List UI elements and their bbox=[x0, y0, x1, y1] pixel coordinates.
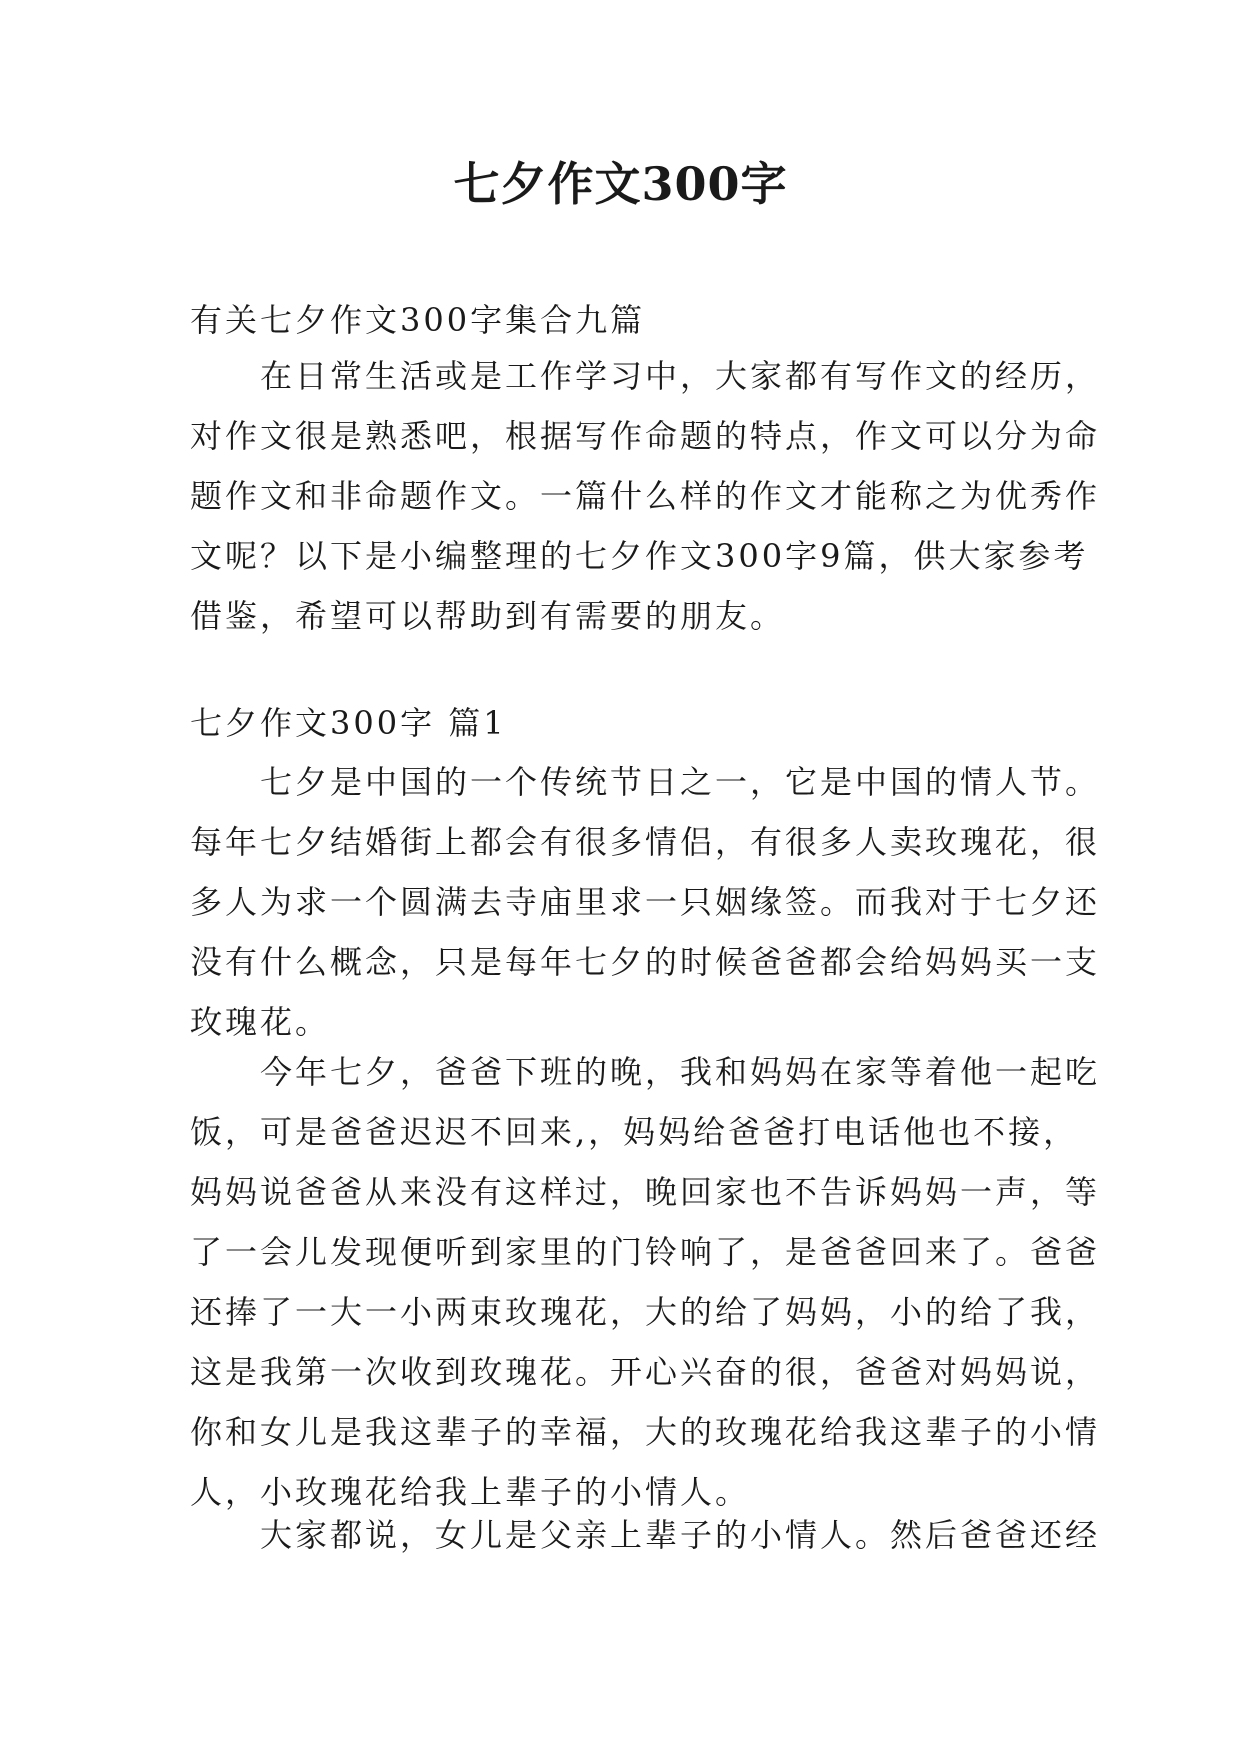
intro-line: 题作文和非命题作文。一篇什么样的作文才能称之为优秀作 bbox=[190, 477, 1101, 515]
paragraph-line: 还捧了一大一小两束玫瑰花，大的给了妈妈，小的给了我， bbox=[190, 1293, 1101, 1331]
essay-paragraph-2 bbox=[190, 1042, 1101, 1522]
paragraph-line: 妈妈说爸爸从来没有这样过，晚回家也不告诉妈妈一声，等 bbox=[190, 1173, 1101, 1211]
paragraph-line: 玫瑰花。 bbox=[190, 1003, 331, 1041]
subtitle-line: 有关七夕作文300字集合九篇 bbox=[190, 301, 646, 339]
paragraph-line: 没有什么概念，只是每年七夕的时候爸爸都会给妈妈买一支 bbox=[190, 943, 1101, 981]
paragraph-line: 你和女儿是我这辈子的幸福，大的玫瑰花给我这辈子的小情 bbox=[190, 1413, 1101, 1451]
intro-line: 在日常生活或是工作学习中，大家都有写作文的经历， bbox=[190, 357, 1101, 395]
paragraph-line: 了一会儿发现便听到家里的门铃响了，是爸爸回来了。爸爸 bbox=[190, 1233, 1101, 1271]
paragraph-line: 人，小玫瑰花给我上辈子的小情人。 bbox=[190, 1473, 751, 1511]
section-heading bbox=[190, 693, 1070, 753]
intro-line: 文呢？以下是小编整理的七夕作文300字9篇，供大家参考 bbox=[190, 537, 1089, 575]
paragraph-line: 多人为求一个圆满去寺庙里求一只姻缘签。而我对于七夕还 bbox=[190, 883, 1101, 921]
paragraph-line: 今年七夕，爸爸下班的晚，我和妈妈在家等着他一起吃 bbox=[190, 1053, 1101, 1091]
document-subtitle bbox=[190, 290, 1070, 350]
paragraph-line: 七夕是中国的一个传统节日之一，它是中国的情人节。 bbox=[190, 763, 1101, 801]
section-heading-text: 七夕作文300字 篇1 bbox=[190, 704, 507, 742]
paragraph-line: 每年七夕结婚街上都会有很多情侣，有很多人卖玫瑰花，很 bbox=[190, 823, 1101, 861]
intro-paragraph bbox=[190, 346, 1101, 646]
document-title: 七夕作文300字 bbox=[453, 157, 788, 211]
intro-line: 借鉴，希望可以帮助到有需要的朋友。 bbox=[190, 597, 786, 635]
essay-paragraph-1 bbox=[190, 752, 1101, 1052]
intro-line: 对作文很是熟悉吧，根据写作命题的特点，作文可以分为命 bbox=[190, 417, 1101, 455]
paragraph-line: 大家都说，女儿是父亲上辈子的小情人。然后爸爸还经 bbox=[190, 1516, 1101, 1554]
paragraph-line: 这是我第一次收到玫瑰花。开心兴奋的很，爸爸对妈妈说， bbox=[190, 1353, 1101, 1391]
essay-paragraph-3 bbox=[190, 1505, 1101, 1565]
paragraph-line: 饭，可是爸爸迟迟不回来,，妈妈给爸爸打电话他也不接， bbox=[190, 1113, 1079, 1151]
